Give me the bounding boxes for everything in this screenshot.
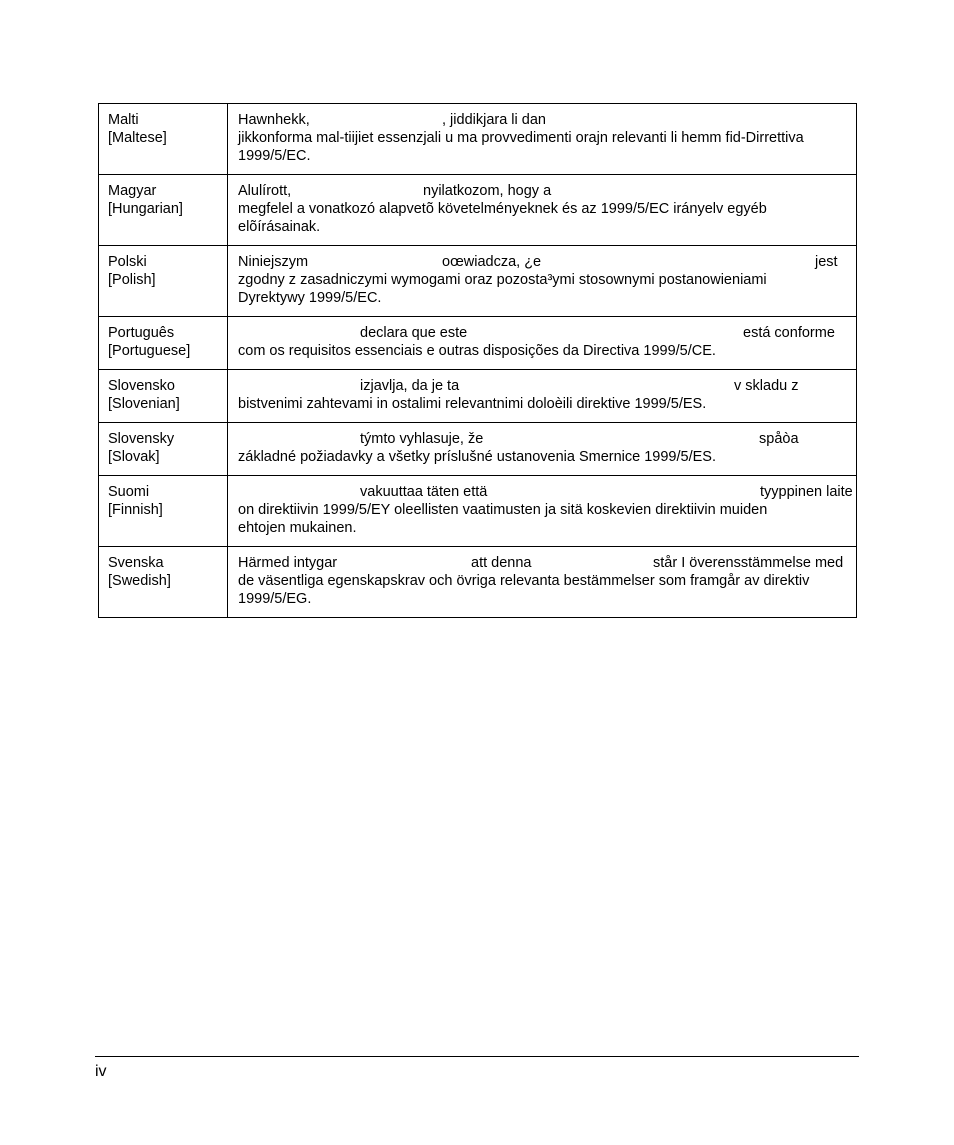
declaration-text-line: Dyrektywy 1999/5/EC. — [238, 290, 382, 306]
language-english-name: [Slovenian] — [108, 396, 180, 412]
page-number: iv — [95, 1063, 107, 1080]
language-english-name: [Maltese] — [108, 130, 167, 146]
declaration-text-segment: att denna — [471, 555, 532, 571]
language-name: Suomi — [108, 484, 150, 500]
declaration-row — [99, 317, 857, 370]
declaration-row — [99, 423, 857, 476]
language-name: Magyar — [108, 183, 157, 199]
declaration-text-cell — [228, 175, 857, 246]
language-cell — [99, 423, 228, 476]
footer-rule — [95, 1056, 859, 1057]
declaration-text-segment: está conforme — [743, 325, 835, 341]
declaration-text-segment: týmto vyhlasuje, že — [360, 431, 484, 447]
declaration-row — [99, 547, 857, 618]
language-english-name: [Hungarian] — [108, 201, 183, 217]
declaration-row — [99, 175, 857, 246]
language-name: Polski — [108, 254, 147, 270]
declaration-text-cell — [228, 317, 857, 370]
language-english-name: [Polish] — [108, 272, 156, 288]
declaration-text-segment: declara que este — [360, 325, 468, 341]
declaration-text-line: bistvenimi zahtevami in ostalimi relevantnimi doloèili direktive 1999/5/ES. — [238, 396, 707, 412]
declaration-text-segment: , jiddikjara li dan — [442, 112, 546, 128]
declaration-text-segment: nyilatkozom, hogy a — [423, 183, 552, 199]
language-name: Português — [108, 325, 175, 341]
declaration-text-line: megfelel a vonatkozó alapvetõ követelményeknek és az 1999/5/EC irányelv egyéb — [238, 201, 767, 217]
declaration-row — [99, 476, 857, 547]
declaration-text-cell — [228, 246, 857, 317]
declaration-text-line: elõírásainak. — [238, 219, 321, 235]
declaration-text-line — [238, 324, 847, 342]
declaration-text-line — [238, 377, 847, 395]
language-english-name: [Finnish] — [108, 502, 163, 518]
declaration-text-line — [238, 430, 847, 448]
declaration-text-segment: Härmed intygar — [238, 555, 338, 571]
declaration-text-line: 1999/5/EG. — [238, 591, 312, 607]
declaration-text-segment: oœwiadcza, ¿e — [442, 254, 542, 270]
declaration-text-segment: Hawnhekk, — [238, 112, 310, 128]
language-name: Slovensko — [108, 378, 175, 394]
declaration-text-line: com os requisitos essenciais e outras disposições da Directiva 1999/5/CE. — [238, 343, 716, 359]
declaration-text-line: jikkonforma mal-tiijiet essenzjali u ma provvedimenti orajn relevanti li hemm fid-Dirrettiva — [238, 130, 804, 146]
declaration-text-cell — [228, 370, 857, 423]
declaration-text-line — [238, 253, 847, 271]
declaration-row — [99, 246, 857, 317]
declaration-text-segment: izjavlja, da je ta — [360, 378, 460, 394]
declaration-text-cell — [228, 547, 857, 618]
declaration-text-line — [238, 111, 847, 129]
language-name: Malti — [108, 112, 139, 128]
language-english-name: [Portuguese] — [108, 343, 191, 359]
language-cell — [99, 104, 228, 175]
declaration-text-segment: Niniejszym — [238, 254, 309, 270]
declaration-row — [99, 370, 857, 423]
declaration-text-line — [238, 554, 847, 572]
declaration-text-segment: står I överensstämmelse med — [653, 555, 844, 571]
declaration-text-line: 1999/5/EC. — [238, 148, 311, 164]
declaration-row — [99, 104, 857, 175]
language-cell — [99, 547, 228, 618]
declaration-text-cell — [228, 423, 857, 476]
declaration-text-line — [238, 182, 847, 200]
declaration-table — [98, 103, 857, 618]
declaration-text-segment: jest — [815, 254, 838, 270]
language-english-name: [Slovak] — [108, 449, 160, 465]
declaration-text-cell — [228, 476, 857, 547]
language-cell — [99, 317, 228, 370]
declaration-text-line: de väsentliga egenskapskrav och övriga relevanta bestämmelser som framgår av direktiv — [238, 573, 810, 589]
language-name: Slovensky — [108, 431, 175, 447]
declaration-text-segment: tyyppinen laite — [760, 484, 853, 500]
language-name: Svenska — [108, 555, 164, 571]
declaration-text-line: ehtojen mukainen. — [238, 520, 357, 536]
declaration-text-segment: v skladu z — [734, 378, 799, 394]
declaration-text-line — [238, 483, 853, 501]
language-cell — [99, 246, 228, 317]
declaration-text-segment: vakuuttaa täten että — [360, 484, 488, 500]
declaration-text-segment: spåòa — [759, 431, 799, 447]
declaration-table-body — [99, 104, 857, 618]
language-cell — [99, 175, 228, 246]
declaration-text-line: zgodny z zasadniczymi wymogami oraz pozosta³ymi stosownymi postanowieniami — [238, 272, 767, 288]
language-cell — [99, 370, 228, 423]
declaration-text-cell — [228, 104, 857, 175]
declaration-text-line: on direktiivin 1999/5/EY oleellisten vaatimusten ja sitä koskevien direktiivin muiden — [238, 502, 768, 518]
declaration-text-line: základné požiadavky a všetky príslušné ustanovenia Smernice 1999/5/ES. — [238, 449, 716, 465]
language-cell — [99, 476, 228, 547]
declaration-text-segment: Alulírott, — [238, 183, 292, 199]
language-english-name: [Swedish] — [108, 573, 171, 589]
